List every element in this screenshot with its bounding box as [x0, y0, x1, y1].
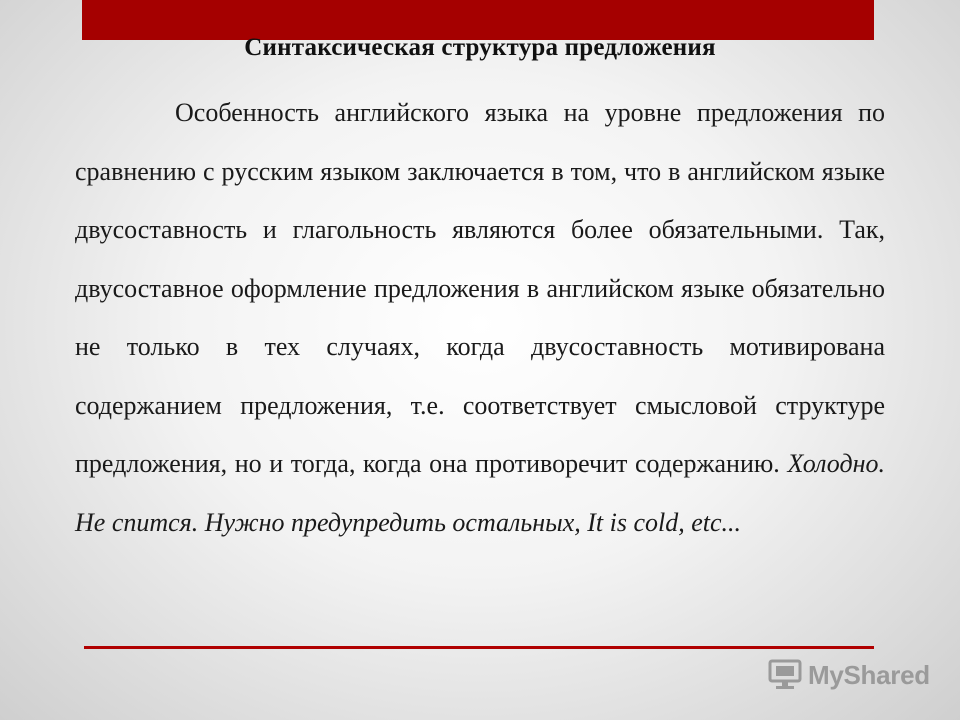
monitor-icon	[768, 659, 802, 691]
slide-title: Синтаксическая структура предложения	[244, 34, 716, 61]
body-main-text: Особенность английского языка на уровне предложения по сравнению с русским языком заключается в том, что в английском языке двусоставность и глагольность являются более обязательными. Так, двусоставное оформление предложения в английском языке обязательно не только в тех случаях, когда двусоставность мотивирована содержанием предложения, т.е. соответствует смысловой структуре предложения, но и тогда, когда она противоречит содержанию.	[75, 98, 885, 478]
body-examples-text: Холодно. Не спится. Нужно предупредить остальных, It is cold, etc...	[75, 449, 886, 537]
slide-body-paragraph	[75, 84, 885, 552]
site-logo	[768, 655, 930, 695]
logo-text: MyShared	[808, 659, 930, 690]
bottom-divider	[84, 646, 874, 649]
